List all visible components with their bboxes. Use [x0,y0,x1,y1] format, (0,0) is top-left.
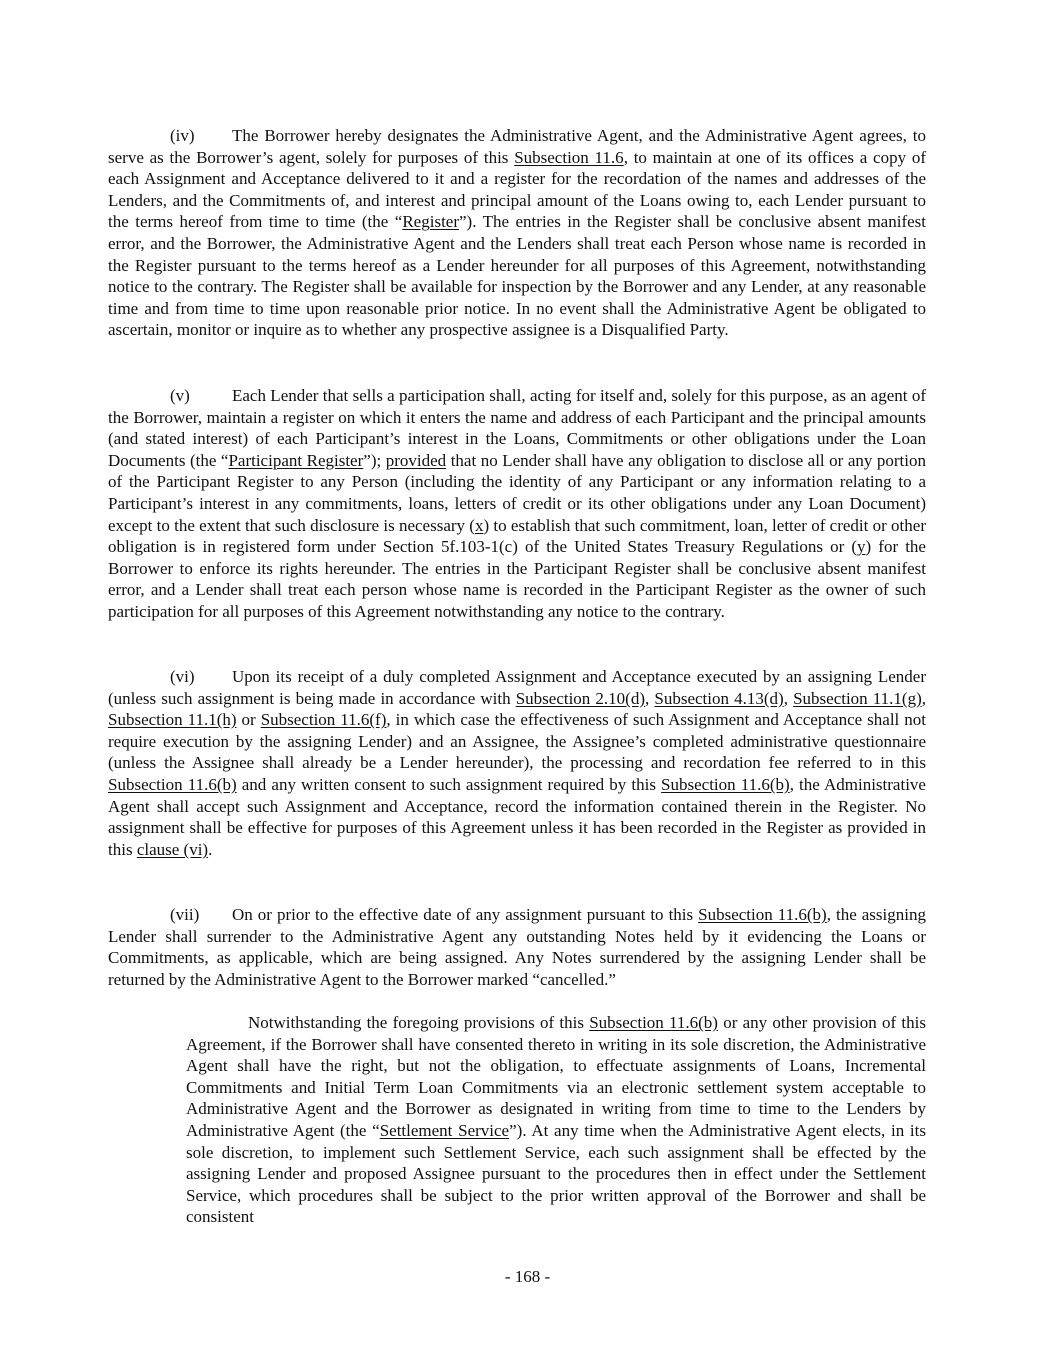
cross-reference: Subsection 4.13(d) [654,688,784,708]
clause-marker: y [857,537,866,557]
paragraph-vi: (vi) Upon its receipt of a duly completed Assignment and Acceptance executed by an assigning Lender (unless such assignment is being made in accordance with Subsection 2.10(d), Subsection 4.13(d), Subsection 11.1(g), Subsection 11.1(h) or Subsection 11.6(f), in which case the effectiveness of such Assignment and Acceptance shall not require execution by the assigning Lender) and an Assignee, the Assignee’s completed administrative questionnaire (unless the Assignee shall already be a Lender hereunder), the processing and recordation fee referred to in this Subsection 11.6(b) and any written consent to such assignment required by this Subsection 11.6(b), the Administrative Agent shall accept such Assignment and Acceptance, record the information contained therein in the Register. No assignment shall be effective for purposes of this Agreement unless it has been recorded in the Register as provided in this clause (vi). [108,667,926,859]
defined-term: Settlement Service [379,1120,510,1140]
paragraph-number: (v) [170,386,190,405]
cross-reference: Subsection 11.1(h) [108,710,237,730]
cross-reference: clause (vi) [136,839,209,859]
page-number: - 168 - [504,1267,551,1286]
paragraph-v: (v) Each Lender that sells a participation shall, acting for itself and, solely for this purpose, as an agent of the Borrower, maintain a register on which it enters the name and address of each Participant and the principal amounts (and stated interest) of each Participant’s interest in the Loans, Commitments or other obligations under the Loan Documents (the “Participant Register”); provided that no Lender shall have any obligation to disclose all or any portion of the Participant Register to any Person (including the identity of any Participant or any information relating to a Participant’s interest in any commitments, loans, letters of credit or its other obligations under any Loan Document) except to the extent that such disclosure is necessary (x) to establish that such commitment, loan, letter of credit or other obligation is in registered form under Section 5f.103-1(c) of the United States Treasury Regulations or (y) for the Borrower to enforce its rights hereunder. The entries in the Participant Register shall be conclusive absent manifest error, and a Lender shall treat each person whose name is recorded in the Participant Register as the owner of such participation for all purposes of this Agreement notwithstanding any notice to the contrary. [108,386,927,621]
paragraph-iv: (iv) The Borrower hereby designates the Administrative Agent, and the Administrative Agent agrees, to serve as the Borrower’s agent, solely for purposes of this Subsection 11.6, to maintain at one of its offices a copy of each Assignment and Acceptance delivered to it and a register for the recordation of the names and addresses of the Lenders, and the Commitments of, and interest and principal amount of the Loans owing to, each Lender pursuant to the terms hereof from time to time (the “Register”). The entries in the Register shall be conclusive absent manifest error, and the Borrower, the Administrative Agent and the Lenders shall treat each Person whose name is recorded in the Register pursuant to the terms hereof as a Lender hereunder for all purposes of this Agreement, notwithstanding notice to the contrary. The Register shall be available for inspection by the Borrower and any Lender, at any reasonable time and from time to time upon reasonable prior notice. In no event shall the Administrative Agent be obligated to ascertain, monitor or inquire as to whether any prospective assignee is a Disqualified Party. [108,126,926,340]
clause-marker: x [474,515,484,535]
cross-reference: Subsection 11.6(f) [260,710,387,730]
defined-term: Participant Register [228,450,364,470]
cross-reference: Subsection 11.6(b) [108,774,237,794]
paragraph-number: (vii) [170,905,200,924]
cross-reference: Subsection 11.6 [514,147,624,167]
cross-reference: Subsection 11.6(b) [698,905,827,924]
cross-reference: Subsection 11.1(g) [793,688,922,708]
paragraph-vii: (vii) On or prior to the effective date of any assignment pursuant to this Subsection 11.6(b), the assigning Lender shall surrender to the Administrative Agent any outstanding Notes held by it evidencing the Loans or Commitments, as applicable, which are being assigned. Any Notes surrendered by the assigning Lender shall be returned by the Administrative Agent to the Borrower marked “cancelled.” [108,905,926,989]
paragraph-number: (iv) [170,126,195,145]
cross-reference: Subsection 2.10(d) [515,688,646,708]
proviso-term: provided [385,450,447,470]
cross-reference: Subsection 11.6(b) [661,774,790,794]
paragraph-notwithstanding: Notwithstanding the foregoing provisions of this Subsection 11.6(b) or any other provision of this Agreement, if the Borrower shall have consented thereto in writing in its sole discretion, the Administrative Agent shall have the right, but not the obligation, to effectuate assignments of Loans, Incremental Commitments and Initial Term Loan Commitments via an electronic settlement system acceptable to Administrative Agent and the Borrower as designated in writing from time to time to the Lenders by Administrative Agent (the “Settlement Service”). At any time when the Administrative Agent elects, in its sole discretion, to implement such Settlement Service, each such assignment shall be effected by the assigning Lender and proposed Assignee pursuant to the procedures then in effect under the Settlement Service, which procedures shall be subject to the prior written approval of the Borrower and shall be consistent [186,1013,926,1227]
defined-term: Register [402,212,459,232]
cross-reference: Subsection 11.6(b) [589,1013,718,1032]
paragraph-number: (vi) [170,667,195,686]
